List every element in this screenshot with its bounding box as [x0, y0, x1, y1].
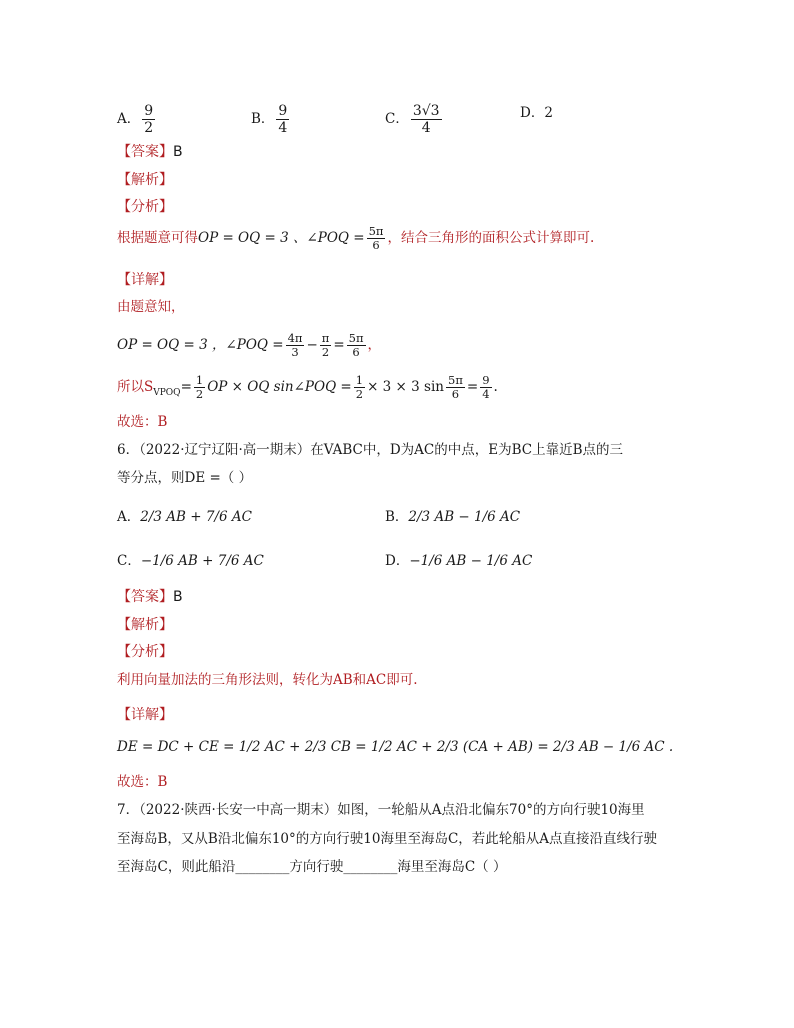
q5-option-c [385, 103, 444, 136]
fraction [347, 332, 366, 359]
fraction [367, 225, 386, 252]
q5-fenxi-tag: 【分析】 [117, 199, 173, 215]
q6-detail-equation: DE = DC + CE = 1/2 AC + 2/3 CB = 1/2 AC + 2/3 (CA + AB) = 2/3 AB − 1/6 AC . [117, 739, 674, 755]
text: 所以S [117, 379, 154, 395]
q5-analysis-tag: 【解析】 [117, 172, 173, 188]
option-letter: C． [385, 111, 409, 127]
q5-option-b [251, 103, 291, 136]
fraction [320, 332, 332, 359]
option-text: −1/6 AB − 1/6 AC [409, 553, 533, 569]
numerator: 5π [348, 331, 364, 345]
option-letter: B． [251, 111, 275, 127]
q5-detail-line1: 由题意知， [117, 299, 185, 315]
fraction [194, 374, 205, 401]
denominator: 6 [352, 345, 360, 359]
option-letter: C． [117, 553, 141, 569]
denominator: 2 [195, 387, 204, 401]
q6-detail-tag: 【详解】 [117, 707, 173, 723]
q5-detail-line3: 所以$S_{VPOQ}=$ $\frac{1}{2}$ OP × OQ sin∠POQ = $\frac{1}{2}$ × 3 × 3 sin $\frac{5\pi}{6}$ = $\frac{9}{4}$ . [117, 373, 498, 401]
numerator: 1 [355, 373, 364, 387]
text: 根据题意可得 [117, 230, 198, 246]
option-letter: A． [117, 509, 141, 525]
denominator: 4 [482, 387, 490, 401]
option-letter: A． [117, 111, 141, 127]
fraction [354, 374, 365, 401]
option-text: 2 [544, 105, 553, 121]
answer-value: B [173, 589, 183, 605]
q6-option-b [385, 507, 520, 527]
numerator: 9 [482, 373, 490, 387]
numerator: 1 [195, 373, 204, 387]
answer-value: B [173, 144, 183, 160]
q5-fenxi-text [117, 225, 594, 252]
answer-tag: 【答案】 [117, 144, 173, 160]
numerator: 9 [278, 103, 288, 119]
denominator: 2 [321, 345, 330, 359]
q7-stem-line3: 至海岛C，则此船沿________方向行驶________海里至海岛C（ ） [117, 859, 507, 875]
q6-stem-line2: 等分点，则DE =（ ） [117, 470, 253, 486]
q6-fenxi-tag: 【分析】 [117, 644, 173, 660]
option-text: 2/3 AB − 1/6 AC [408, 509, 521, 525]
option-text: −1/6 AB + 7/6 AC [140, 553, 264, 569]
denominator: 6 [451, 387, 460, 401]
q5-option-a [117, 103, 157, 136]
denominator: 2 [355, 387, 364, 401]
q6-option-c [117, 551, 264, 571]
text: = [466, 379, 479, 395]
denominator: 4 [278, 120, 288, 136]
q5-detail-line2: OP = OQ = 3 ，∠POQ = $\frac{4\pi}{3}$ − $\frac{\pi}{2}$ = $\frac{5\pi}{6}$ ， [117, 331, 382, 359]
fraction [276, 103, 289, 136]
math: OP × OQ sin∠POQ = [207, 379, 352, 395]
text: = [180, 379, 192, 395]
math: OP = OQ = 3 、∠POQ = [198, 230, 365, 246]
numerator: 3√3 [412, 103, 440, 119]
option-letter: D． [520, 105, 545, 121]
fraction [142, 103, 155, 136]
q6-stem-line1: 6．（2022·辽宁辽阳·高一期末）在VABC中，D为AC的中点，E为BC上靠近B点的三 [117, 442, 624, 458]
numerator: 9 [144, 103, 154, 119]
denominator: 6 [372, 238, 380, 252]
denominator: 2 [144, 120, 154, 136]
q7-stem-line1: 7．（2022·陕西·长安一中高一期末）如图，一轮船从A点沿北偏东70°的方向行驶10海里 [117, 802, 645, 818]
math: OP = OQ = 3 ，∠POQ = [117, 337, 284, 353]
fraction [480, 374, 491, 401]
fraction [411, 103, 442, 136]
numerator: π [321, 331, 330, 345]
numerator: 5π [368, 224, 384, 238]
option-text: 2/3 AB + 7/6 AC [140, 509, 252, 525]
q6-option-a [117, 507, 252, 527]
fraction [286, 332, 305, 359]
text: ， [367, 337, 382, 353]
denominator: 3 [291, 345, 299, 359]
denominator: 4 [421, 120, 431, 136]
math: × 3 × 3 sin [367, 379, 444, 395]
q5-conclusion: 故选：B [117, 414, 168, 430]
q5-detail-tag: 【详解】 [117, 272, 173, 288]
option-letter: D． [385, 553, 410, 569]
q6-answer [117, 587, 183, 607]
q6-option-d [385, 551, 532, 571]
answer-tag: 【答案】 [117, 589, 173, 605]
subscript: VPOQ [153, 388, 181, 398]
numerator: 5π [448, 373, 463, 387]
numerator: 4π [287, 331, 303, 345]
q6-fenxi-text: 利用向量加法的三角形法则，转化为AB和AC即可. [117, 672, 418, 688]
q5-answer [117, 142, 183, 162]
q5-option-d [520, 103, 553, 123]
fraction [446, 374, 465, 401]
q6-analysis-tag: 【解析】 [117, 617, 173, 633]
q7-stem-line2: 至海岛B，又从B沿北偏东10°的方向行驶10海里至海岛C，若此轮船从A点直接沿直线行驶 [117, 831, 658, 847]
q6-conclusion: 故选：B [117, 774, 168, 790]
text: ，结合三角形的面积公式计算即可. [387, 230, 595, 246]
option-letter: B． [385, 509, 409, 525]
